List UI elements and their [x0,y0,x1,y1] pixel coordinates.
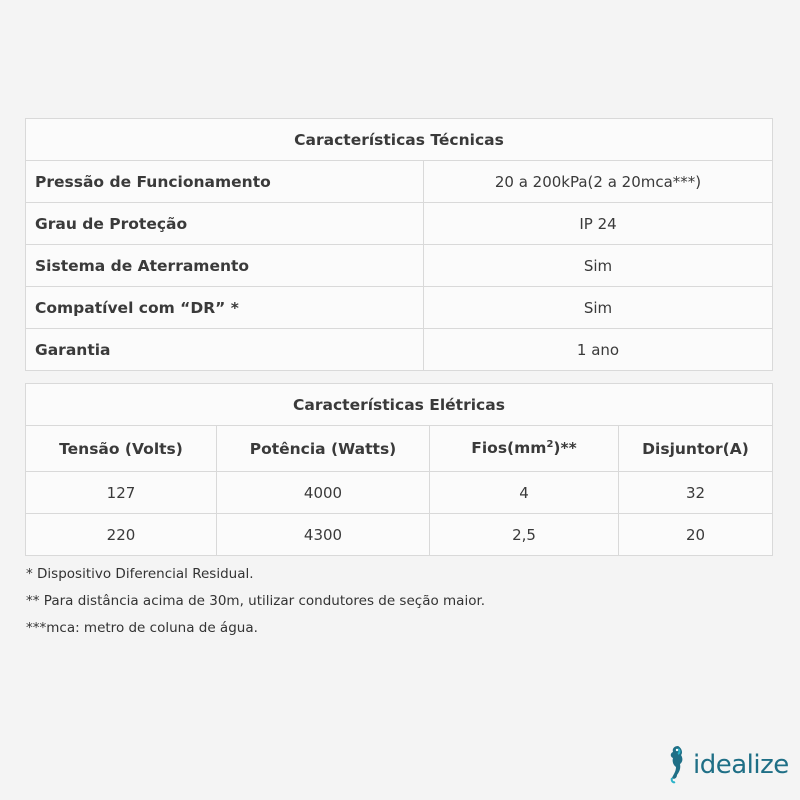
technical-specs-title: Características Técnicas [26,119,773,161]
table-row [26,514,773,556]
footnote: ** Para distância acima de 30m, utilizar condutores de seção maior. [26,593,486,609]
table-row [26,245,773,287]
potencia-cell: 4000 [217,472,430,514]
fios-superscript: 2 [546,439,554,451]
fios-cell: 2,5 [430,514,619,556]
brand-logo [664,742,789,788]
column-header-potencia: Potência (Watts) [217,426,430,472]
table-row [26,203,773,245]
table-row [26,329,773,371]
brand-name: idealize [693,750,789,780]
fios-cell: 4 [430,472,619,514]
spec-label: Garantia [26,329,424,371]
technical-specs-table [25,118,773,371]
spec-label: Grau de Proteção [26,203,424,245]
electrical-specs-title: Características Elétricas [26,384,773,426]
table-row [26,161,773,203]
column-header-disjuntor: Disjuntor(A) [619,426,773,472]
spec-value: 1 ano [424,329,773,371]
column-header-tensao: Tensão (Volts) [26,426,217,472]
disjuntor-cell: 20 [619,514,773,556]
tensao-cell: 220 [26,514,217,556]
potencia-cell: 4300 [217,514,430,556]
spec-label: Pressão de Funcionamento [26,161,424,203]
footnote: * Dispositivo Diferencial Residual. [26,566,254,582]
seahorse-icon [664,742,690,788]
table-row [26,287,773,329]
spec-label: Compatível com “DR” * [26,287,424,329]
spec-value: IP 24 [424,203,773,245]
spec-value: Sim [424,245,773,287]
spec-value: 20 a 200kPa(2 a 20mca***) [424,161,773,203]
fios-label: Fios(mm [471,439,547,458]
spec-value: Sim [424,287,773,329]
fios-suffix: )** [553,439,577,458]
tensao-cell: 127 [26,472,217,514]
spec-label: Sistema de Aterramento [26,245,424,287]
disjuntor-cell: 32 [619,472,773,514]
electrical-specs-table [25,383,773,556]
footnote: ***mca: metro de coluna de água. [26,620,258,636]
footnotes [26,561,485,642]
column-header-fios [430,426,619,472]
table-row [26,472,773,514]
